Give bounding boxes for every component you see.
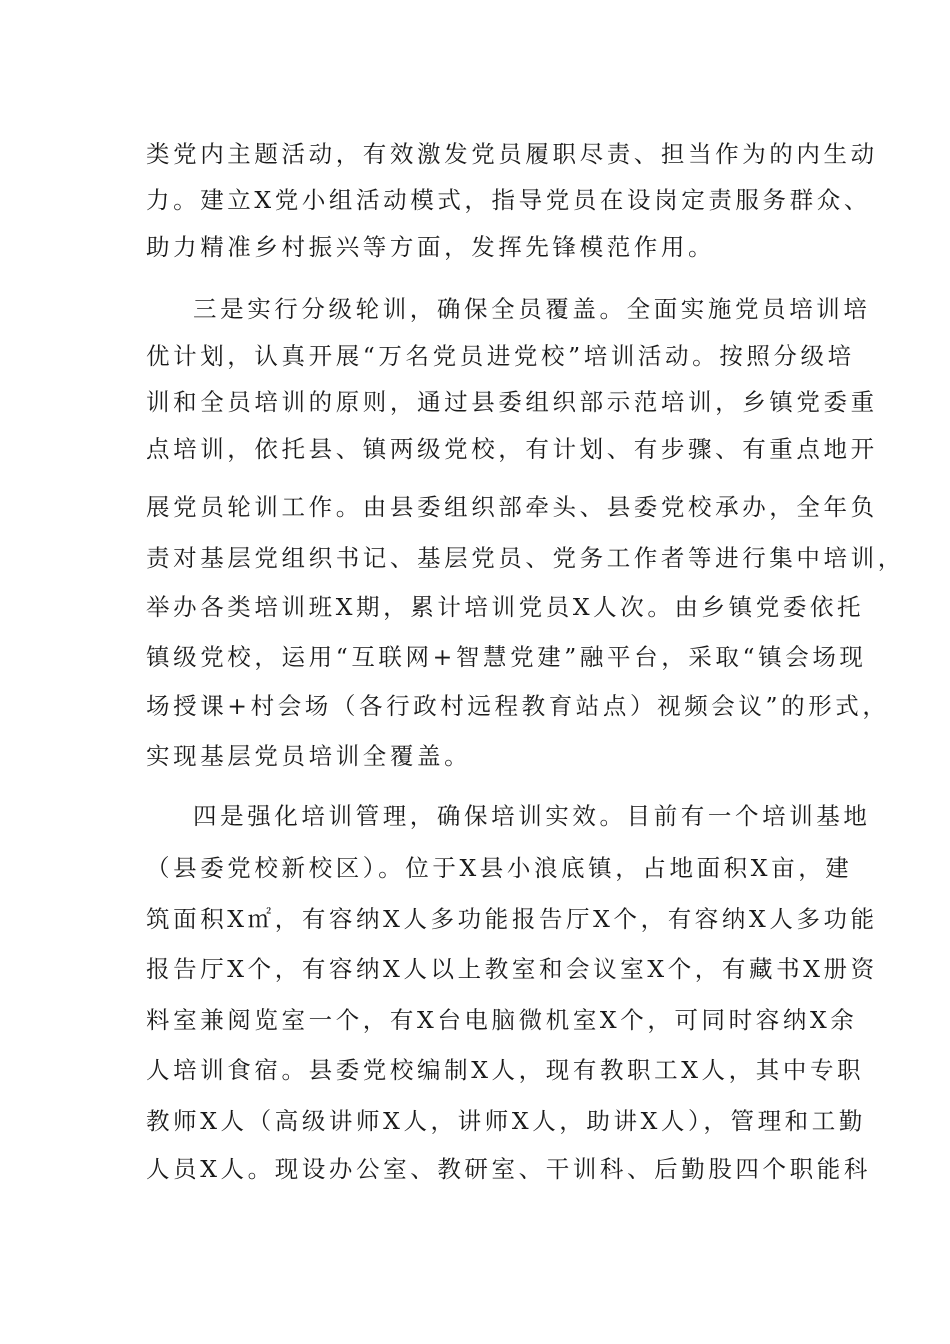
paragraph-start-line: 三是实行分级轮训，确保全员覆盖。全面实施党员培训培 bbox=[193, 295, 871, 323]
text-line: 人员X人。现设办公室、教研室、干训科、后勤股四个职能科 bbox=[146, 1155, 871, 1183]
text-line: 训和全员培训的原则，通过县委组织部示范培训，乡镇党委重 bbox=[146, 388, 878, 416]
text-line: 筑面积X㎡，有容纳X人多功能报告厅X个，有容纳X人多功能 bbox=[146, 905, 878, 933]
text-line: 助力精准乡村振兴等方面，发挥先锋模范作用。 bbox=[146, 233, 716, 261]
text-line: 镇级党校，运用“互联网+智慧党建”融平台，采取“镇会场现 bbox=[146, 643, 867, 671]
paragraph-start-line: 四是强化培训管理，确保培训实效。目前有一个培训基地 bbox=[193, 802, 871, 830]
text-line: （县委党校新校区）。位于X县小浪底镇，占地面积X亩，建 bbox=[146, 854, 853, 882]
text-line: 责对基层党组织书记、基层党员、党务工作者等进行集中培训， bbox=[146, 544, 905, 572]
text-line: 教师X人（高级讲师X人，讲师X人，助讲X人），管理和工勤 bbox=[146, 1107, 866, 1135]
text-line: 料室兼阅览室一个，有X台电脑微机室X个，可同时容纳X余 bbox=[146, 1006, 858, 1034]
text-line: 举办各类培训班X期，累计培训党员X人次。由乡镇党委依托 bbox=[146, 593, 865, 621]
text-line: 力。建立X党小组活动模式，指导党员在设岗定责服务群众、 bbox=[146, 186, 871, 214]
text-line: 实现基层党员培训全覆盖。 bbox=[146, 742, 472, 770]
text-line: 人培训食宿。县委党校编制X人，现有教职工X人，其中专职 bbox=[146, 1056, 865, 1084]
text-line: 展党员轮训工作。由县委组织部牵头、县委党校承办，全年负 bbox=[146, 493, 878, 521]
text-line: 点培训，依托县、镇两级党校，有计划、有步骤、有重点地开 bbox=[146, 435, 878, 463]
text-line: 优计划，认真开展“万名党员进党校”培训活动。按照分级培 bbox=[146, 342, 855, 370]
text-line: 类党内主题活动，有效激发党员履职尽责、担当作为的内生动 bbox=[146, 140, 878, 168]
text-line: 场授课+村会场（各行政村远程教育站点）视频会议”的形式， bbox=[146, 692, 890, 720]
text-line: 报告厅X个，有容纳X人以上教室和会议室X个，有藏书X册资 bbox=[146, 955, 878, 983]
